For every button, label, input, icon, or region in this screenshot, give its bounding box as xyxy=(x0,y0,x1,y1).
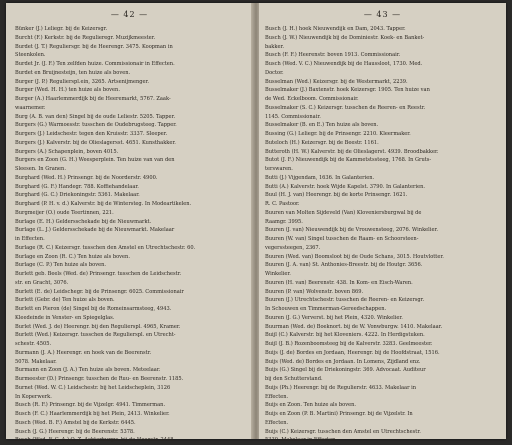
directory-entry-line: Busch (Wed. F. C. A.) O. Z. Achterburgw. bij de Hoogstr. 2448. xyxy=(15,437,176,444)
directory-entry-line: Busselmaker (S. C.) Keizersgr. tusschen de Reeren- en Reestr. xyxy=(265,104,426,111)
directory-entry-line: Buijs (C.) Keizersgr. tusschen den Amstel en Utrechtschestr. xyxy=(265,428,421,435)
directory-entry-line: Butteroth (H. W.) Kalverstr. bij de Olieslagerst. 4939. Broodbakker. xyxy=(265,148,439,155)
directory-entry-line: Buteloch (H.) Keizersgr. bij de Beestr. 1161. xyxy=(265,139,379,146)
directory-entry-line: In Schouwen en Timmerman-Gereedschappen. xyxy=(265,306,387,312)
right-page-number: — 43 — xyxy=(363,10,402,19)
directory-entry-line: Kleedeinde in Venster- en Spiegelglas. xyxy=(15,314,115,321)
directory-entry-line: in Effecten. xyxy=(15,236,45,242)
directory-entry-line: Burdet Jr. (J. F.) Ten zelfden huize. Commissionair in Effecten. xyxy=(15,61,175,67)
directory-entry-line: Burmann (J. A.) Heerengr. en hoek van de Beerenstr. xyxy=(15,349,152,356)
directory-entry-line: Burlage (L. J.) Geldersschekade bij de Nieuwmarkt. Makelaar xyxy=(15,227,175,234)
directory-entry-line: Buijs (Wed. de) Bordes en Jordaan. In Lomens, Zijdland enz. xyxy=(265,358,421,365)
directory-entry-line: 5078. Makelaar. xyxy=(15,358,57,365)
directory-entry-line: Burmann en Zoon (J. A.) Ten huize als boven. Meteelaar. xyxy=(15,367,161,374)
left-page xyxy=(6,3,253,444)
directory-entry-line: Busch (Wed. B. F.) Amstel bij de Kerkstr. 6445. xyxy=(15,419,136,426)
directory-entry-line: Burgers en Zoon (G. H.) Weesperplein. Ten huize van van den xyxy=(15,157,175,164)
directory-entry-line: Buuren (J.) Utrechtschestr. tusschen de Reeren- en Keizersgr. xyxy=(265,297,425,304)
directory-entry-line: Burg (A. B. van den) Singel bij de oude Leliestr. 5205. Tapper. xyxy=(15,113,176,120)
directory-entry-line: Buuren (J. G.) Ververst. bij het Plein, 4320. Winkelier. xyxy=(265,314,403,321)
directory-entry-line: Burlage en Zoon (R. C.) Ten huize als boven. xyxy=(15,253,130,260)
directory-entry-line: Burgers (J.) Kalverstr. bij de Olieslagersst. 4651. Kunsthakker. xyxy=(15,139,176,146)
directory-entry-line: Effecten. xyxy=(265,419,289,426)
directory-entry-line: de Wed. Eckelboom. Commissionair. xyxy=(265,96,359,102)
directory-entry-line: Burlage (E. H.) Geldersschekade bij de Nieuwmarkt. xyxy=(15,218,152,225)
directory-entry-line: Burger (A.) Haarlemmerdijk bij de Heeremarkt, 5767. Zaak- xyxy=(15,96,171,102)
directory-entry-line: Busselman (Wed.) Keizersgr. bij de Westermarkt, 2239. xyxy=(265,78,408,85)
directory-entry-line: Burmeester (D.) Prinsengr. tusschen de Ruu- en Beerenstr. 1185. xyxy=(15,376,184,382)
directory-entry-line: Buuren (H. van) Beerenstr. 438. In Kom- en Eisch-Waren. xyxy=(265,279,413,286)
directory-entry-line: Raamgr. 3995. xyxy=(265,218,303,225)
directory-entry-line: Busch (F. C.) Haarlemmerdijk bij het Plein, 2413. Winkelier. xyxy=(15,411,170,417)
directory-entry-line: terswaren. xyxy=(265,166,293,172)
directory-entry-line: Burger (Wed. H. H.) ten huize als boven. xyxy=(15,87,120,94)
directory-entry-line: schestr. 4505. xyxy=(15,341,52,347)
directory-entry-line: Burlage (C. P.) Ten huize als boven. xyxy=(15,262,107,269)
directory-entry-line: In Koperwerk. xyxy=(15,393,52,400)
left-directory-entries xyxy=(15,25,246,445)
directory-entry-line: Burgers (A.) Schapenplein, boven 4015. xyxy=(15,148,119,155)
directory-entry-line: Bünker (J.) Leliegr. bij de Keizersgr. xyxy=(15,26,108,32)
directory-entry-line: Busch (Wed. V. C.) Nieuwendijk bij de Haussloot, 1730. Med. xyxy=(265,61,423,67)
directory-entry-line: 5330. Makelaar in Effecten. xyxy=(265,437,338,444)
directory-entry-line: Buuren (P. van) Wolvenstr. boven 869. xyxy=(265,288,364,295)
directory-entry-line: Burgers (G.) Warmoesstr. tusschen de Oudebrugsteeg. Tapper. xyxy=(15,122,177,129)
directory-entry-line: Burdet (J. T.) Reguliersgr. bij de Heerengr. 3475. Koopman in xyxy=(15,43,173,50)
directory-entry-line: Burlett en Pieron (de) Singel bij de Romeinsarmsteeg, 4943. xyxy=(15,306,172,312)
directory-entry-line: Busch (J. G.) Heerengr. bij de Beerenstr. 5378. xyxy=(15,428,135,435)
directory-entry-line: Sleesen. In Granen. xyxy=(15,166,66,172)
directory-entry-line: Buuren (Wed. van) Boomsloot bij de Oude Schans, 3015. Houtvlotter. xyxy=(265,253,444,260)
directory-entry-line: Buurman (Wed. de) Boeknort. bij de W. Vonwburgw. 1410. Makelaar. xyxy=(265,323,443,330)
directory-entry-line: Burghard (Wed. H.) Prinsengr. bij de Noorderstr. 4900. xyxy=(15,174,158,181)
directory-entry-line: Buijs en Zoon. Ten huize als boven. xyxy=(265,402,357,409)
directory-entry-line: Buuren van Molten Sijdeveld (Van) Kloveniersburgwal bij de xyxy=(265,209,422,216)
directory-entry-line: Buijs (G.) Singel bij de Driekoningstr. 369. Advocaat. Auditeur xyxy=(265,367,426,374)
directory-entry-line: Buijl (J. B.) Rozenboomsteeg bij de Kalverstr. 3283. Geelmeester. xyxy=(265,341,433,347)
directory-entry-line: Butot (J. F.) Nieuwendijk bij de Kammetstssteeg, 1768. In Gruts- xyxy=(265,157,432,164)
left-page-number: — 42 — xyxy=(110,10,149,19)
directory-entry-line: Buuren (J. van) Nieuwendijk bij de Vrouwensteeg, 2076. Winkelier. xyxy=(265,227,438,234)
directory-entry-line: Busselmaker (B. en E.) Ten huize als boven. xyxy=(265,122,379,129)
directory-entry-line: Bussing (G.) Leliegr. bij de Prinsengr. 2210. Kleermaker. xyxy=(265,131,411,137)
right-directory-entries xyxy=(265,25,497,445)
directory-entry-line: Burlett (E. de) Leidschegr. bij de Prinsengr. 6025. Commissionair xyxy=(15,288,184,295)
directory-entry-line: 1145. Commissionair. xyxy=(265,113,321,120)
directory-entry-line: Burcht (F.) Kerkstr. bij de Regulieregr. Muzijkmeester. xyxy=(15,34,156,41)
directory-entry-line: Busch (J. W.) Nieuwendijk bij de Dominiestr. Koek- en Banket- xyxy=(265,34,425,41)
directory-entry-line: Burdet en Bruijnesteijn, ten huize als boven. xyxy=(15,69,131,76)
directory-entry-line: Burghard (G. F.) Handegr. 788. Koffiehandelaar. xyxy=(15,183,139,190)
directory-entry-line: Buuren (J. A. van) St. Anthonies-Breestr. bij de Houtgr. 3656. xyxy=(265,262,423,269)
directory-entry-line: Winkelier. xyxy=(265,271,291,277)
directory-entry-line: Burlage (R. C.) Keizersgr. tusschen den Amstel en Utrechtschestr. 60. xyxy=(15,244,196,251)
directory-entry-line: Burlet (Wed. J. de) Heerengr. bij den Regulierspl. 4965, Kramer. xyxy=(15,323,181,330)
directory-entry-line: Burghard (G. C.) Driekoningstr. 5361. Makelaar. xyxy=(15,192,140,199)
directory-entry-line: Burgmeijer (O.) oude Teertinnen, 221. xyxy=(15,209,114,216)
directory-entry-line: Burger (J. P.) Regulierspl.ein, 3265. Artsenijmenger. xyxy=(15,78,150,85)
directory-entry-line: bij den Schutterstand. xyxy=(265,376,323,382)
directory-entry-line: Butti (A.) Kalverstr. hoek Wijde Kapelst. 3790. In Galanterien. xyxy=(265,183,425,190)
directory-entry-line: str. en Gracht, 3076. xyxy=(15,279,69,286)
directory-entry-line: R. C. Pastoor. xyxy=(265,201,300,207)
directory-entry-line: Effecten. xyxy=(265,393,289,400)
directory-entry-line: Doctor. xyxy=(265,69,284,76)
directory-entry-line: Busselmaker (J.) Baxtenstr. hoek Keizersgr. 1905. Ten huize van xyxy=(265,87,430,94)
directory-entry-line: Buuren (W. van) Singel tusschen de Raam- en Schoorsteen- xyxy=(265,236,419,242)
directory-entry-line: Busch (R. F.) Prinsengr. bij de Vijzelgr. 4941. Timmerman. xyxy=(15,402,166,409)
book-spread xyxy=(6,3,506,444)
directory-entry-line: vegerssteegen, 2367. xyxy=(265,244,321,251)
directory-entry-line: waarnemer. xyxy=(15,104,46,111)
directory-entry-line: Buijs (J. de) Bordes en Jordaan, Heerengr. bij de Hoofdstraat, 1516. xyxy=(265,349,440,356)
directory-entry-line: Burlett (Gebr. de) Ten huize als boven. xyxy=(15,297,115,304)
directory-entry-line: Burlett geb. Beels (Wed. de) Prinsengr. tusschen de Leidschestr. xyxy=(15,271,182,277)
directory-entry-line: Buijl (C.) Kalverstr. bij het Kloveniers. 4222. In Herdigstuken. xyxy=(265,332,425,339)
directory-entry-line: Burlett (Wed.) Keizersgr. tusschen de Regulierspl. en Utrecht- xyxy=(15,332,176,339)
directory-entry-line: Burnet (Wed. W. C.) Leidschestr. bij het Leidscheplein, 3126 xyxy=(15,384,171,391)
directory-entry-line: Busch (J. H.) hoek Nieuwendijk en Dam, 2043. Tapper. xyxy=(265,26,406,32)
directory-entry-line: Buijs en Zoon (P. B. Martini) Prinsengr. bij de Vijzelstr. In xyxy=(265,411,413,417)
directory-entry-line: Burgers (J.) Leidschestr. tegen den Kruisstr. 3337. Sleeper. xyxy=(15,131,168,137)
directory-entry-line: Burghard (P. H. v. d.) Kalverstr. bij de Wintersteg. In Modeartikelen. xyxy=(15,201,192,207)
directory-entry-line: Butti (J.) Vijgendam, 1636. In Galanterien. xyxy=(265,174,375,181)
directory-entry-line: bakker. xyxy=(265,43,284,50)
right-page xyxy=(259,3,506,444)
directory-entry-line: Busch (F. F.) Heerenstr. boven 1913. Commissionair. xyxy=(265,52,401,59)
directory-entry-line: Steenkolen. xyxy=(15,52,46,59)
directory-entry-line: Buijs (Ph.) Heerengr. bij de Regulierstr. 4633. Makelaar in xyxy=(265,384,417,391)
directory-entry-line: Buul (H. J. van) Heerengr. bij de korte Prinsengr. 1621. xyxy=(265,192,408,199)
